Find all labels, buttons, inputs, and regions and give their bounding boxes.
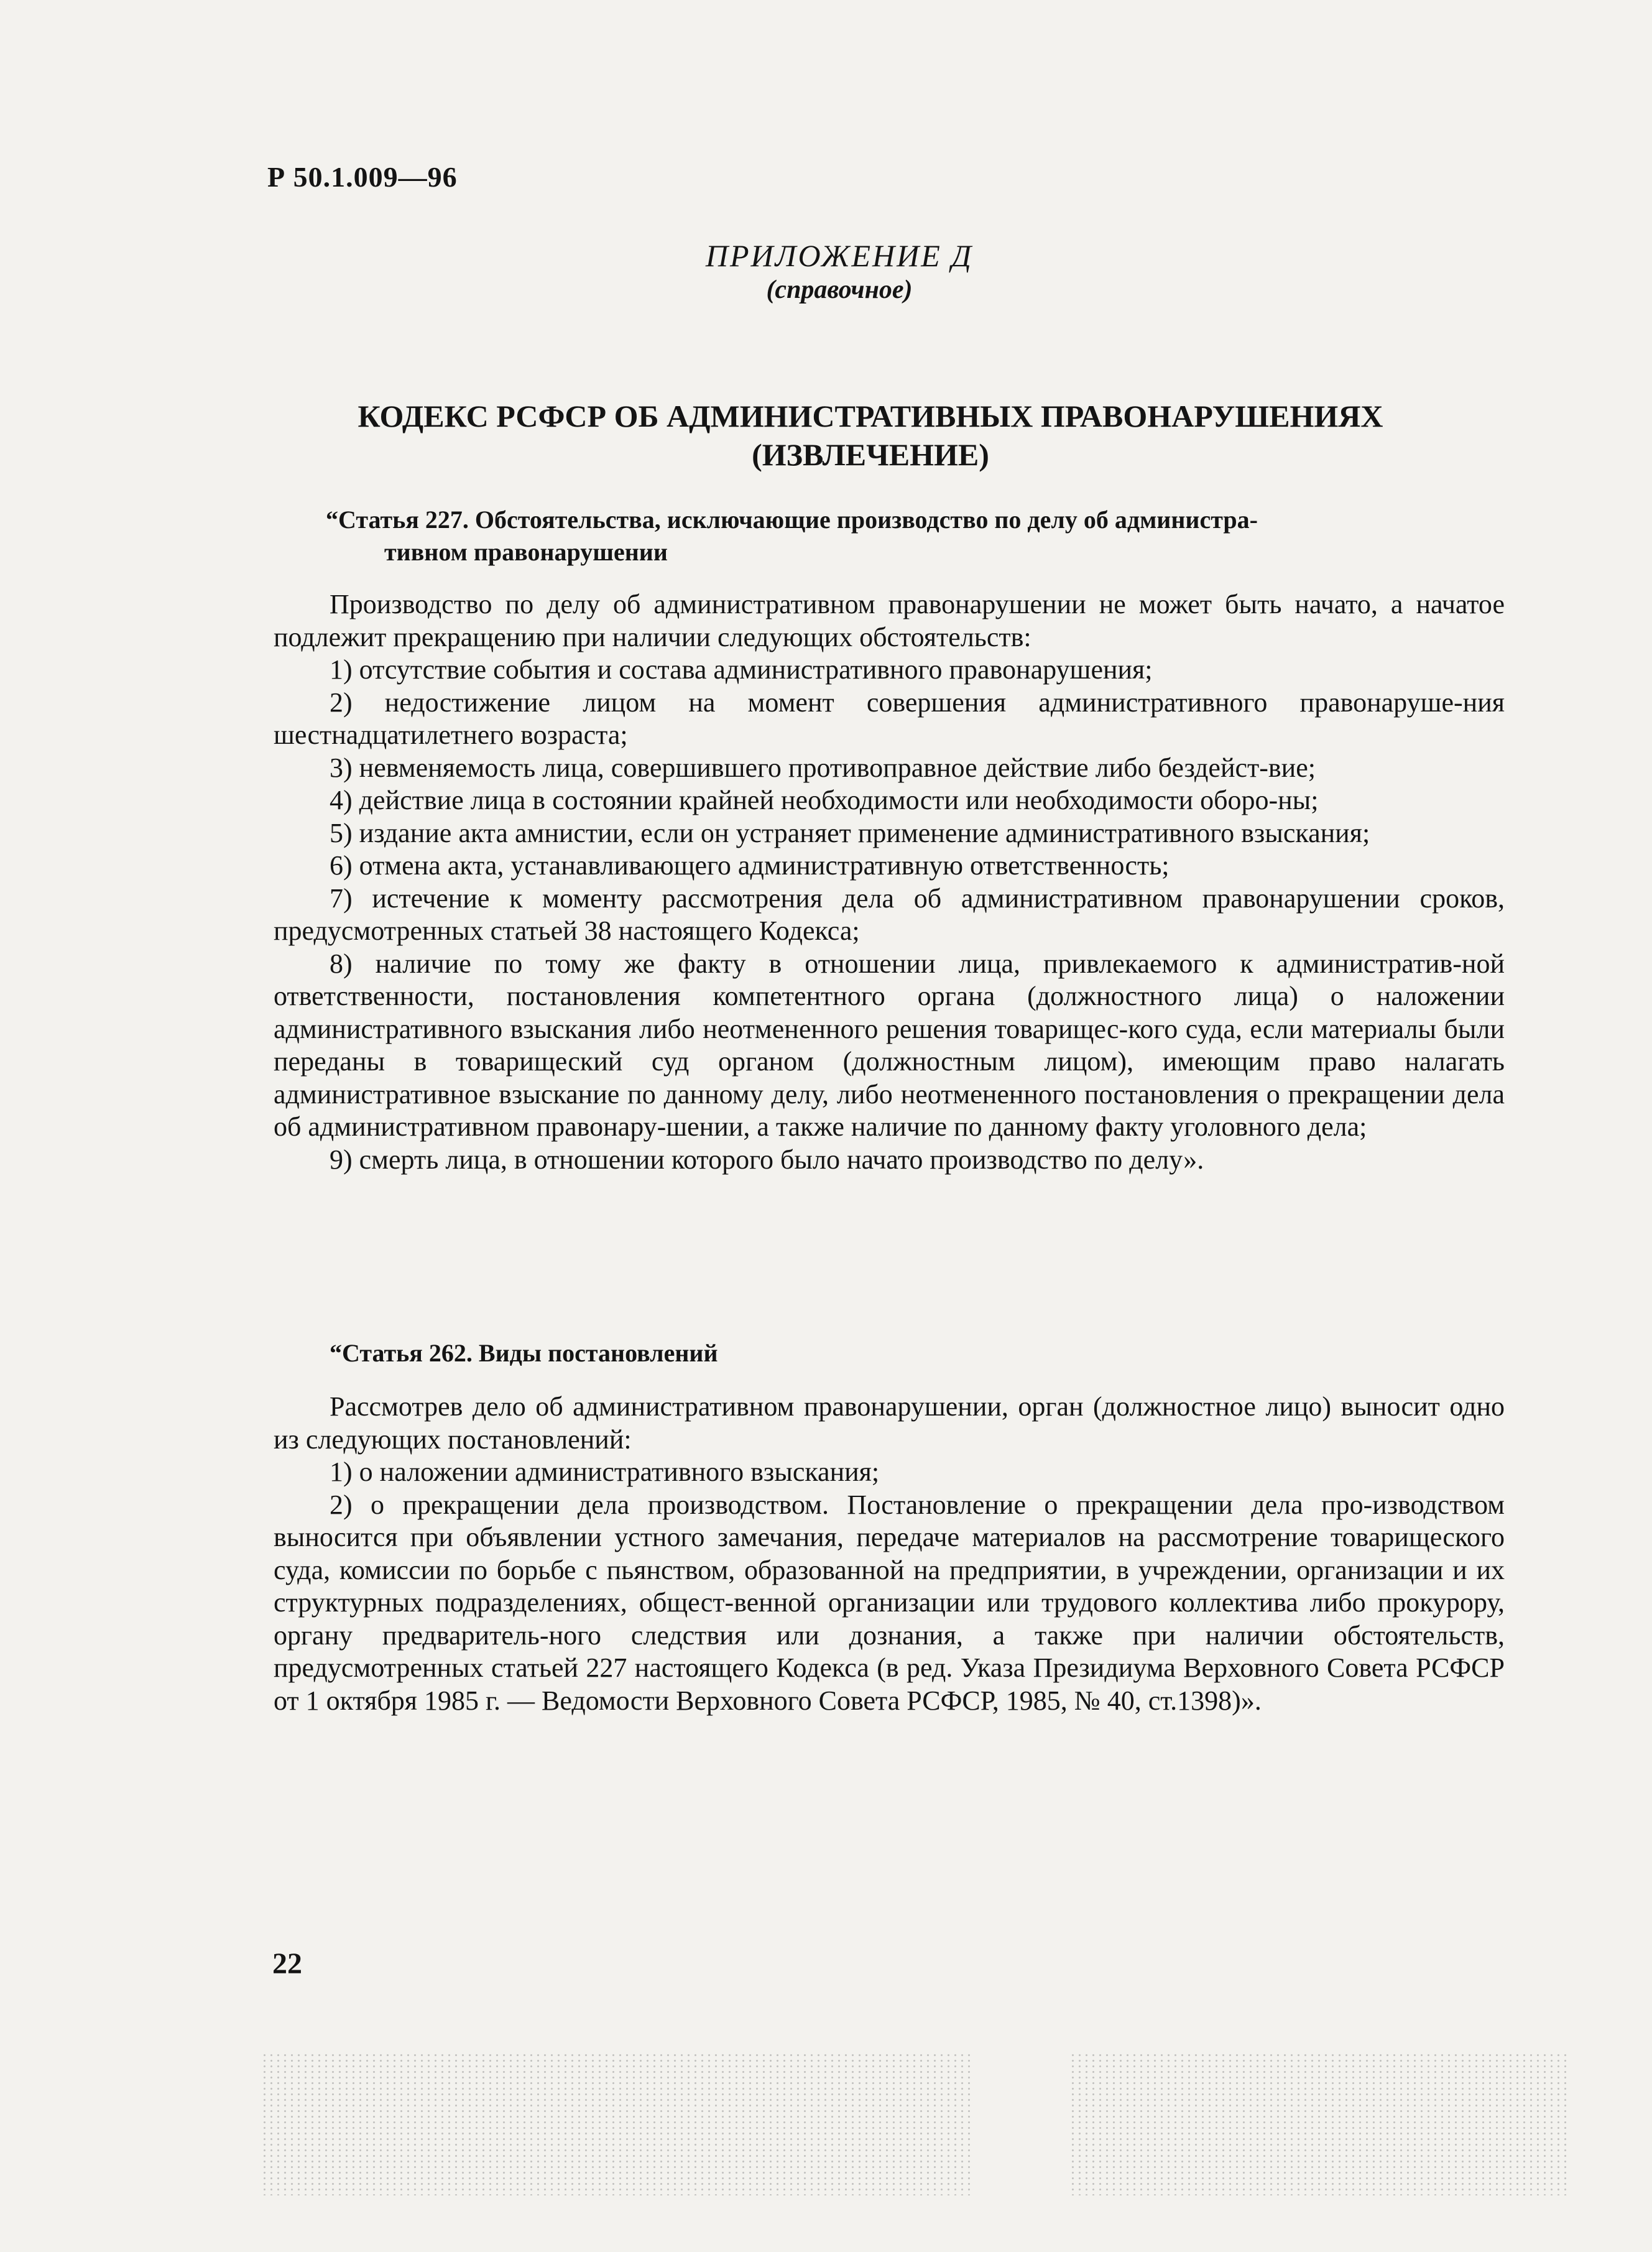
article-262-item-1: 1) о наложении административного взыскания; (330, 1457, 880, 1487)
article-227-item-8: 8) наличие по тому же факту в отношении лица, привлекаемого к административ-ной ответственности, постановления компетентного органа (должностного лица) о наложении административного взыскания либо неотмененного решения товарищес-кого суда, если материалы были переданы в товарищеский суд органом (должностным лицом), имеющим право налагать административное взыскание по данному делу, либо неотмененного постановления о прекращении дела об административном правонару-шении, а также наличие по данному факту уголовного дела; (274, 948, 1505, 1142)
article-227-item-7: 7) истечение к моменту рассмотрения дела об административном правонарушении сроков, предусмотренных статьей 38 настоящего Кодекса; (274, 883, 1505, 946)
main-title-line-1: КОДЕКС РСФСР ОБ АДМИНИСТРАТИВНЫХ ПРАВОНАРУШЕНИЯХ (358, 399, 1383, 433)
article-227-item-5: 5) издание акта амнистии, если он устраняет применение административного взыскания; (330, 817, 1370, 848)
appendix-title: ПРИЛОЖЕНИЕ Д (705, 238, 974, 273)
article-227-item-1: 1) отсутствие события и состава административного правонарушения; (330, 654, 1153, 685)
document-code: Р 50.1.009—96 (267, 161, 458, 193)
article-227-heading-line-1: “Статья 227. Обстоятельства, исключающие производство по делу об администра- (326, 506, 1258, 534)
article-227-body (274, 588, 1505, 1176)
article-227-item-3: 3) невменяемость лица, совершившего противоправное действие либо бездейст-вие; (330, 752, 1316, 783)
scan-noise-left (261, 2052, 970, 2195)
article-227-item-9: 9) смерть лица, в отношении которого было начато производство по делу». (330, 1144, 1204, 1175)
page-number: 22 (272, 1947, 302, 1980)
article-227-item-4: 4) действие лица в состоянии крайней необходимости или необходимости оборо-ны; (330, 785, 1319, 815)
main-title-line-2: (ИЗВЛЕЧЕНИЕ) (752, 437, 989, 472)
article-227-item-6: 6) отмена акта, устанавливающего административную ответственность; (330, 850, 1170, 881)
article-227-heading (274, 504, 1505, 568)
article-227-intro: Производство по делу об административном правонарушении не может быть начато, а начатое подлежит прекращению при наличии следующих обстоятельств: (274, 589, 1505, 652)
article-262-item-2: 2) о прекращении дела производством. Постановление о прекращении дела про-изводством выносится при объявлении устного замечания, передаче материалов на рассмотрение товарищеского суда, комиссии по борьбе с пьянством, образованной на предприятии, в учреждении, организации и их структурных подразделениях, общест-венной организации или трудового коллектива либо прокурору, органу предваритель-ного следствия или дознания, а также при наличии обстоятельств, предусмотренных статьей 227 настоящего Кодекса (в ред. Указа Президиума Верховного Совета РСФСР от 1 октября 1985 г. — Ведомости Верховного Совета РСФСР, 1985, № 40, ст.1398)». (274, 1489, 1505, 1716)
article-262-body (274, 1391, 1505, 1717)
article-227-item-2: 2) недостижение лицом на момент совершения административного правонаруше-ния шестнадцатилетнего возраста; (274, 687, 1505, 750)
article-262-intro: Рассмотрев дело об административном правонарушении, орган (должностное лицо) выносит одно из следующих постановлений: (274, 1391, 1505, 1455)
article-262-heading: “Статья 262. Виды постановлений (330, 1339, 718, 1367)
article-227-heading-line-2: тивном правонарушении (384, 538, 668, 566)
appendix-subtitle: (справочное) (766, 276, 913, 304)
main-title (236, 397, 1505, 474)
scan-noise-right (1069, 2052, 1567, 2195)
